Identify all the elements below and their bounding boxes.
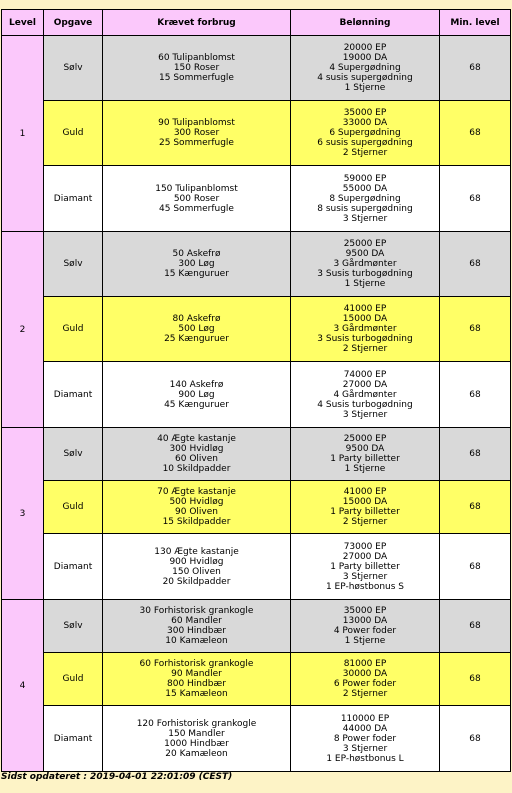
task-cell: Sølv [44,428,103,481]
reward-line: 73000 EP [343,541,387,552]
min-level-cell: 68 [440,428,511,481]
required-line: 500 Hvidløg [169,497,224,507]
reward-cell [291,706,440,772]
reward-line: 3 Stjerner [342,409,388,420]
required-cell [103,232,291,297]
reward-cell [291,232,440,297]
task-cell: Diamant [44,706,103,772]
reward-line: 4 Gårdmønter [333,389,397,400]
reward-line: 41000 EP [343,304,387,314]
required-line: 10 Skildpadder [162,464,231,474]
required-line: 60 Tulipanblomst [158,53,235,63]
reward-line: 3 Gårdmønter [333,324,397,334]
required-line: 90 Tulipanblomst [158,118,235,128]
required-line: 300 Hvidløg [169,444,224,454]
reward-line: 19000 DA [342,53,388,63]
required-line: 90 Oliven [175,507,218,517]
level-cell: 1 [2,36,44,232]
reward-line: 3 Gårdmønter [333,259,397,269]
reward-line: 2 Stjerner [342,148,388,158]
last-updated: Sidst opdateret : 2019-04-01 22:01:09 (CEST) [1,772,233,782]
reward-line: 4 Supergødning [329,63,401,73]
reward-line: 1 Stjerne [344,279,386,289]
reward-line: 2 Stjerner [342,517,388,527]
task-cell: Guld [44,481,103,534]
reward-line: 1 Party billetter [330,454,400,464]
required-cell [103,534,291,600]
required-line: 300 Roser [173,128,220,138]
table-row [2,600,511,653]
min-level-cell: 68 [440,481,511,534]
reward-line: 1 EP-høstbonus L [326,753,404,764]
table-row [2,297,511,362]
reward-line: 3 Susis turbogødning [317,334,413,344]
reward-cell [291,600,440,653]
reward-line: 8 Supergødning [329,193,401,204]
reward-line: 27000 DA [342,551,388,562]
reward-line: 55000 DA [342,183,388,194]
reward-line: 20000 EP [343,43,387,53]
required-line: 15 Skildpadder [162,517,231,527]
required-line: 25 Sommerfugle [159,138,234,148]
reward-line: 1 Stjerne [344,636,386,646]
required-line: 40 Ægte kastanje [157,434,236,444]
reward-line: 1 Party billetter [330,561,400,572]
reward-cell [291,297,440,362]
reward-line: 3 Stjerner [342,743,388,754]
table-row [2,534,511,600]
reward-line: 1 Party billetter [330,507,400,517]
required-line: 500 Roser [173,193,220,204]
required-cell [103,653,291,706]
required-line: 150 Oliven [172,566,221,577]
reward-line: 2 Stjerner [342,689,388,699]
required-line: 30 Forhistorisk grankogle [139,606,254,616]
reward-line: 6 Power foder [333,679,397,689]
table-row [2,36,511,101]
reward-line: 6 Supergødning [329,128,401,138]
min-level-cell: 68 [440,534,511,600]
level-cell: 2 [2,232,44,428]
reward-line: 35000 EP [343,606,387,616]
reward-line: 81000 EP [343,659,387,669]
reward-line: 41000 EP [343,487,387,497]
task-cell: Diamant [44,362,103,428]
reward-line: 3 Stjerner [342,571,388,582]
header-row [2,10,511,36]
required-line: 10 Kamæleon [165,636,228,646]
reward-cell [291,166,440,232]
required-line: 140 Askefrø [169,379,224,390]
min-level-cell: 68 [440,706,511,772]
task-cell: Guld [44,653,103,706]
reward-cell [291,101,440,166]
required-cell [103,101,291,166]
reward-line: 4 Susis turbogødning [317,399,413,410]
task-cell: Diamant [44,166,103,232]
reward-line: 13000 DA [342,616,388,626]
table-row [2,706,511,772]
min-level-cell: 68 [440,653,511,706]
header-task: Opgave [44,10,103,36]
task-cell: Guld [44,101,103,166]
required-line: 1000 Hindbær [164,738,229,749]
task-cell: Guld [44,297,103,362]
reward-line: 4 Power foder [333,626,397,636]
rewards-table [1,9,511,772]
reward-cell [291,653,440,706]
reward-cell [291,481,440,534]
required-line: 50 Askefrø [172,249,221,259]
header-min-level: Min. level [440,10,511,36]
required-cell [103,166,291,232]
header-reward: Belønning [291,10,440,36]
reward-line: 9500 DA [345,444,385,454]
reward-line: 25000 EP [343,239,387,249]
table-body [2,36,511,772]
table-row [2,232,511,297]
required-line: 45 Kænguruer [164,399,229,410]
header-level: Level [2,10,44,36]
reward-line: 27000 DA [342,379,388,390]
reward-line: 35000 EP [343,108,387,118]
required-line: 45 Sommerfugle [159,203,234,214]
required-line: 60 Mandler [171,616,222,626]
required-line: 15 Kænguruer [164,269,229,279]
min-level-cell: 68 [440,101,511,166]
min-level-cell: 68 [440,297,511,362]
table-row [2,428,511,481]
level-cell: 3 [2,428,44,600]
reward-line: 44000 DA [342,723,388,734]
required-line: 15 Sommerfugle [159,73,234,83]
task-cell: Sølv [44,232,103,297]
required-line: 150 Mandler [168,728,225,739]
reward-line: 8 susis supergødning [317,203,413,214]
required-line: 300 Løg [178,259,215,269]
task-cell: Sølv [44,36,103,101]
required-line: 60 Oliven [175,454,218,464]
level-cell: 4 [2,600,44,772]
required-line: 500 Løg [178,324,215,334]
table-row [2,166,511,232]
reward-line: 30000 DA [342,669,388,679]
reward-cell [291,534,440,600]
required-line: 800 Hindbær [167,679,226,689]
reward-line: 9500 DA [345,249,385,259]
table-row [2,362,511,428]
reward-cell [291,428,440,481]
task-cell: Sølv [44,600,103,653]
reward-line: 110000 EP [340,713,390,724]
required-cell [103,706,291,772]
min-level-cell: 68 [440,232,511,297]
reward-line: 2 Stjerner [342,344,388,354]
required-line: 15 Kamæleon [165,689,228,699]
reward-line: 8 Power foder [333,733,397,744]
reward-line: 1 Stjerne [344,464,386,474]
required-line: 25 Kænguruer [164,334,229,344]
min-level-cell: 68 [440,362,511,428]
required-line: 900 Løg [178,389,215,400]
required-line: 70 Ægte kastanje [157,487,236,497]
required-cell [103,362,291,428]
reward-line: 15000 DA [342,497,388,507]
reward-line: 25000 EP [343,434,387,444]
task-cell: Diamant [44,534,103,600]
required-cell [103,297,291,362]
reward-line: 6 susis supergødning [317,138,413,148]
reward-line: 33000 DA [342,118,388,128]
table-row [2,653,511,706]
required-cell [103,36,291,101]
required-cell [103,428,291,481]
required-line: 150 Tulipanblomst [155,183,238,194]
required-line: 150 Roser [173,63,220,73]
reward-line: 74000 EP [343,369,387,380]
reward-line: 3 Stjerner [342,213,388,224]
required-line: 300 Hindbær [167,626,226,636]
required-line: 80 Askefrø [172,314,221,324]
required-cell [103,481,291,534]
reward-cell [291,36,440,101]
reward-line: 4 susis supergødning [317,73,413,83]
table-row [2,101,511,166]
required-line: 130 Ægte kastanje [154,546,239,557]
reward-cell [291,362,440,428]
required-cell [103,600,291,653]
table-row [2,481,511,534]
required-line: 90 Mandler [171,669,222,679]
reward-line: 1 EP-høstbonus S [325,581,405,592]
min-level-cell: 68 [440,600,511,653]
reward-line: 59000 EP [343,173,387,184]
required-line: 20 Skildpadder [162,576,231,587]
required-line: 900 Hvidløg [169,556,224,567]
required-line: 60 Forhistorisk grankogle [139,659,254,669]
required-line: 120 Forhistorisk grankogle [136,718,257,729]
reward-line: 1 Stjerne [344,83,386,93]
min-level-cell: 68 [440,166,511,232]
header-required: Krævet forbrug [103,10,291,36]
required-line: 20 Kamæleon [165,748,228,759]
reward-line: 15000 DA [342,314,388,324]
min-level-cell: 68 [440,36,511,101]
reward-line: 3 Susis turbogødning [317,269,413,279]
